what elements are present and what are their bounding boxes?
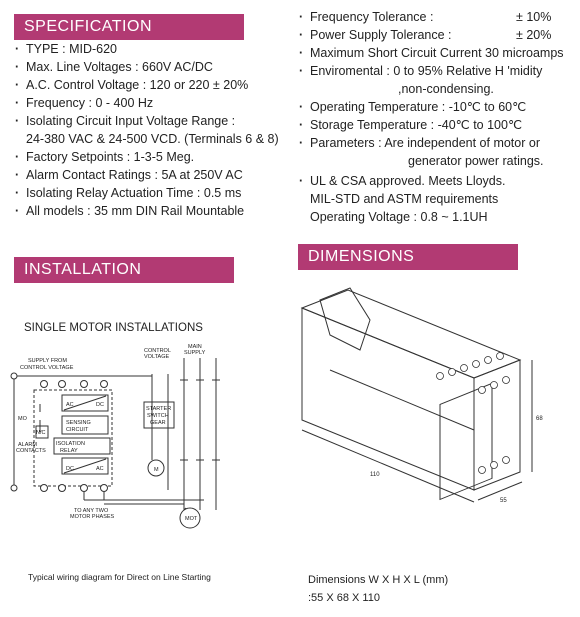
spec-item: · Max. Line Voltages : 660V AC/DC xyxy=(14,58,294,76)
label-starter: STARTER xyxy=(146,406,172,412)
label-to-any-two: TO ANY TWO xyxy=(74,508,109,514)
installation-subtitle: SINGLE MOTOR INSTALLATIONS xyxy=(24,322,203,334)
dimensions-header: DIMENSIONS xyxy=(298,244,518,270)
label-dc-top: DC xyxy=(96,402,104,408)
spec-item: · Frequency : 0 - 400 Hz xyxy=(14,94,294,112)
frequency-tolerance-label: Frequency Tolerance : xyxy=(310,10,434,24)
power-supply-tolerance-row xyxy=(298,26,578,44)
label-alarm: ALARM xyxy=(18,442,37,448)
label-motor-phases: MOTOR PHASES xyxy=(70,514,115,520)
right-spec-item-continued: Operating Voltage : 0.8 ~ 1.1UH xyxy=(310,210,488,224)
spec-item: · A.C. Control Voltage : 120 or 220 ± 20% xyxy=(14,76,294,94)
right-spec-item: · UL & CSA approved. Meets Lloyds. xyxy=(298,172,578,190)
label-isolation: ISOLATION xyxy=(56,441,85,447)
right-spec-item: · Maximum Short Circuit Current 30 microamps xyxy=(298,44,578,62)
label-contacts: CONTACTS xyxy=(16,448,46,454)
wiring-diagram xyxy=(4,340,244,540)
frequency-tolerance-row xyxy=(298,8,578,26)
label-m-small: M xyxy=(154,467,159,473)
label-nc: N/C xyxy=(36,430,46,436)
installation-header: INSTALLATION xyxy=(14,257,234,283)
right-spec-item: · Operating Temperature : -10℃ to 60℃ xyxy=(298,98,578,116)
right-spec-item: · Storage Temperature : -40℃ to 100℃ xyxy=(298,116,578,134)
label-gear: GEAR xyxy=(150,420,166,426)
right-spec-item: · Enviromental : 0 to 95% Relative H 'midity xyxy=(298,62,578,80)
dimensions-drawing xyxy=(290,280,550,530)
dimensions-values: :55 X 68 X 110 xyxy=(308,592,380,604)
right-spec-item-continued: generator power ratings. xyxy=(408,154,544,168)
dimension-width-label: 55 xyxy=(500,498,507,504)
dimension-length-label: 110 xyxy=(370,472,380,478)
label-voltage: VOLTAGE xyxy=(144,354,170,360)
label-main-supply: SUPPLY xyxy=(184,350,206,356)
right-spec-item-continued: MIL-STD and ASTM requirements xyxy=(310,192,499,206)
right-spec-list xyxy=(298,8,578,226)
label-control-voltage: CONTROL VOLTAGE xyxy=(20,365,74,371)
specification-header: SPECIFICATION xyxy=(14,14,244,40)
label-circuit: CIRCUIT xyxy=(66,427,89,433)
label-control: CONTROL xyxy=(144,348,171,354)
label-mo: MO xyxy=(18,416,27,422)
specification-list xyxy=(14,40,294,220)
spec-item: · Factory Setpoints : 1-3-5 Meg. xyxy=(14,148,294,166)
label-sensing: SENSING xyxy=(66,420,91,426)
spec-item: · TYPE : MID-620 xyxy=(14,40,294,58)
right-spec-item: · Parameters : Are independent of motor or xyxy=(298,134,578,152)
dimension-height-label: 68 xyxy=(536,416,543,422)
spec-item: · Alarm Contact Ratings : 5A at 250V AC xyxy=(14,166,294,184)
label-switch: SWITCH xyxy=(147,413,169,419)
label-main: MAIN xyxy=(188,344,202,350)
frequency-tolerance-value: ± 10% xyxy=(516,10,552,24)
label-relay: RELAY xyxy=(60,448,78,454)
spec-item: · Isolating Circuit Input Voltage Range : xyxy=(14,112,294,130)
spec-item: · Isolating Relay Actuation Time : 0.5 ms xyxy=(14,184,294,202)
label-dc-bottom: DC xyxy=(66,466,74,472)
power-supply-tolerance-value: ± 20% xyxy=(516,28,552,42)
label-ac-bottom: AC xyxy=(96,466,104,472)
wiring-caption: Typical wiring diagram for Direct on Line Starting xyxy=(28,572,211,582)
label-ac-top: AC xyxy=(66,402,74,408)
spec-item: · All models : 35 mm DIN Rail Mountable xyxy=(14,202,294,220)
spec-item-continued: 24-380 VAC & 24-500 VCD. (Terminals 6 & 8) xyxy=(26,132,279,146)
power-supply-tolerance-label: Power Supply Tolerance : xyxy=(310,28,452,42)
label-mot: MOT xyxy=(185,516,198,522)
dimensions-caption: Dimensions W X H X L (mm) xyxy=(308,574,449,586)
right-spec-item-continued: ,non-condensing. xyxy=(398,82,494,96)
label-supply-from: SUPPLY FROM xyxy=(28,358,67,364)
